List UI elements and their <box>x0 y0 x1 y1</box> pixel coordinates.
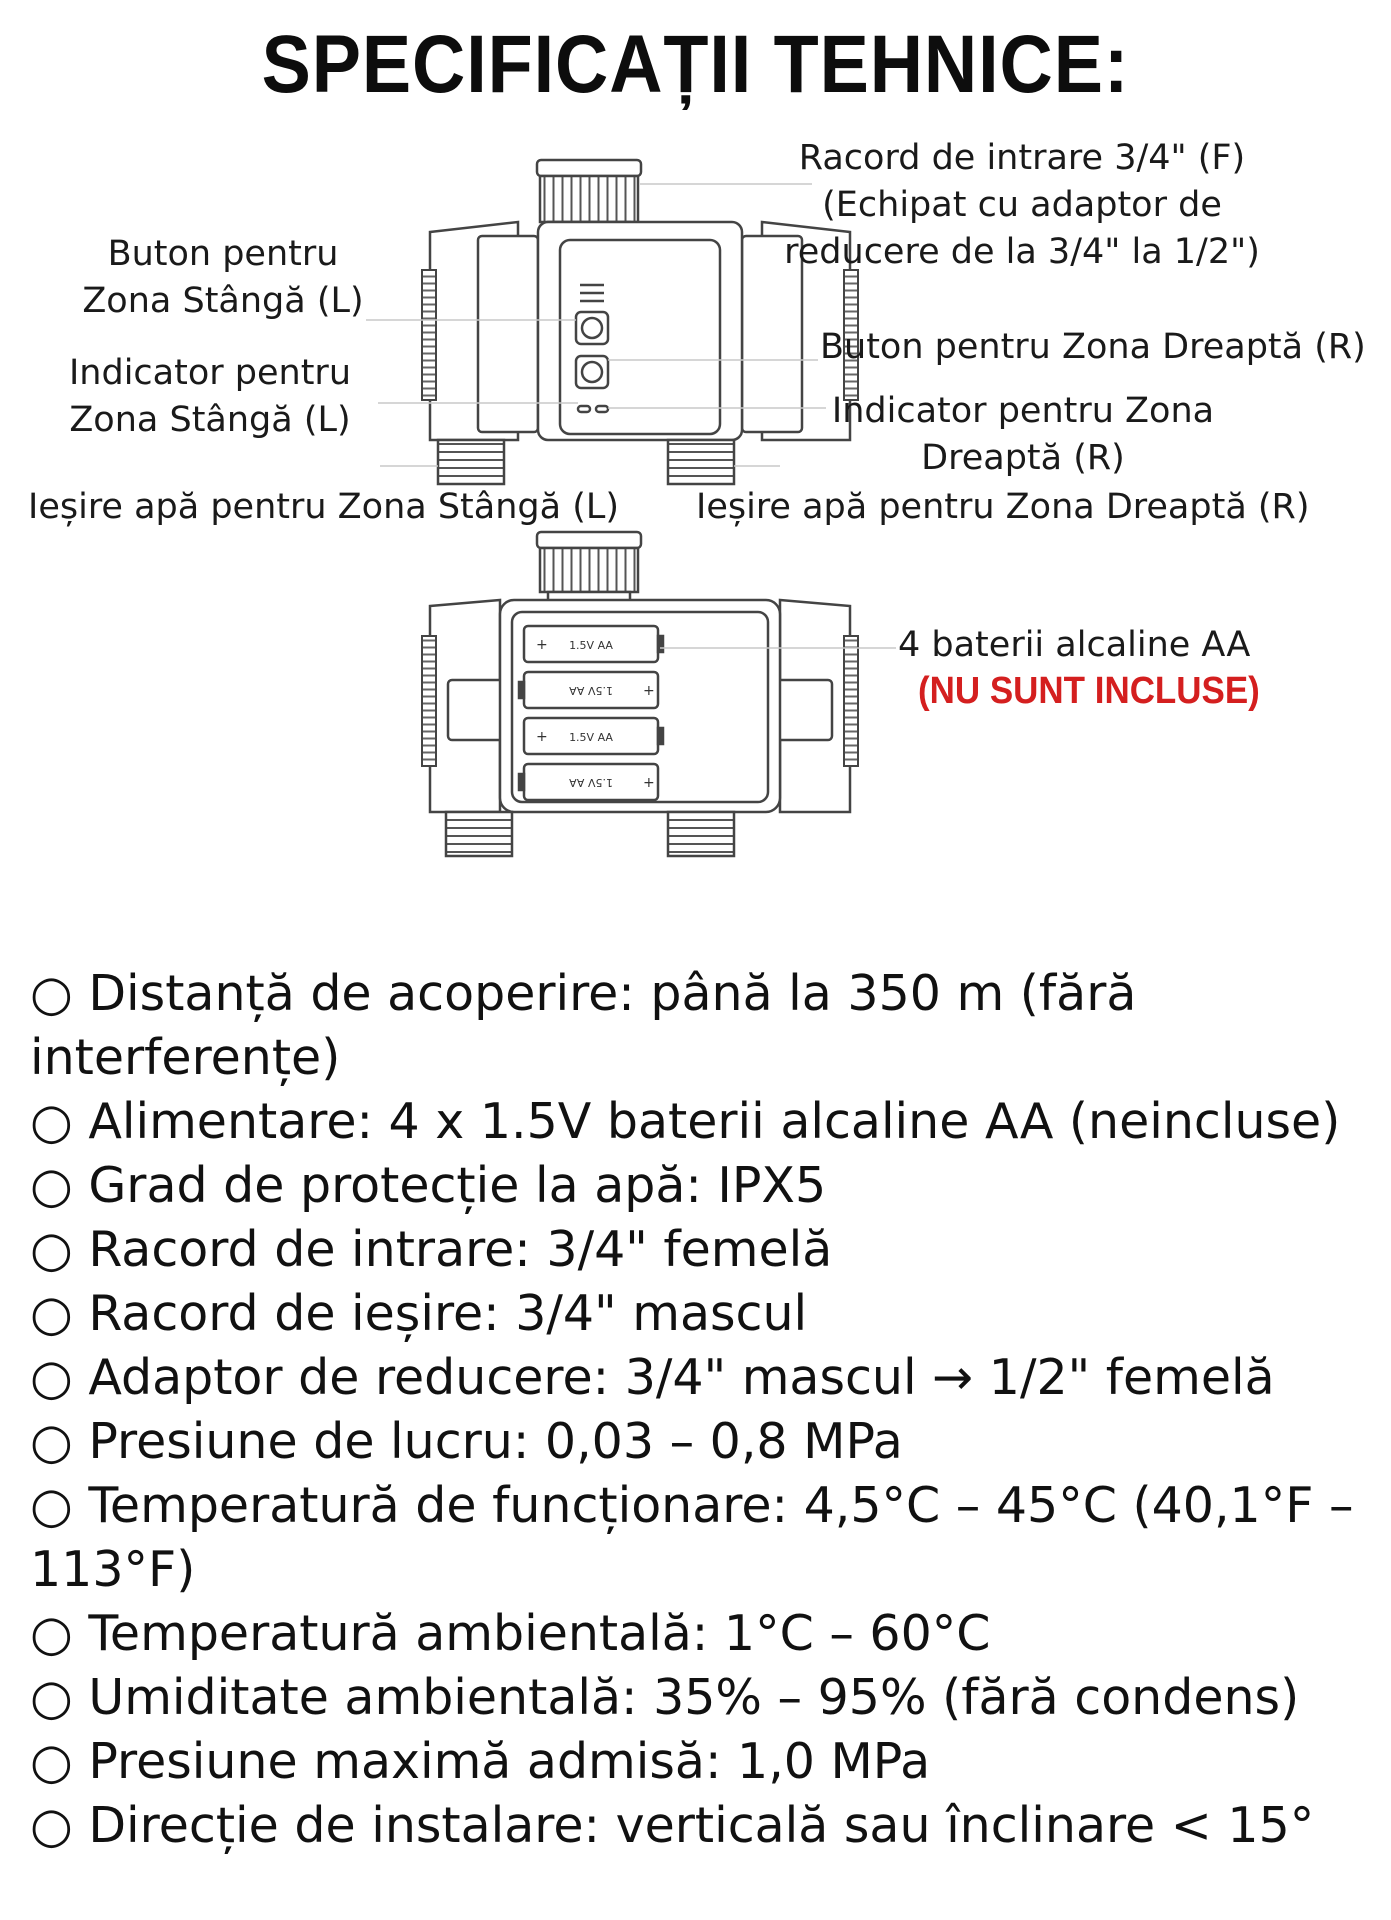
spec-item: ○ Direcție de instalare: verticală sau înclinare < 15° <box>30 1797 1315 1854</box>
spec-item: ○ Distanță de acoperire: până la 350 m (fără interferențe) <box>30 965 1137 1086</box>
spec-item: ○ Alimentare: 4 x 1.5V baterii alcaline AA (neincluse) <box>30 1093 1341 1150</box>
battery-warning-text: (NU SUNT INCLUSE) <box>918 670 1260 712</box>
page-title: SPECIFICAȚII TEHNICE: <box>261 19 1130 110</box>
right-button-label: Buton pentru Zona Dreaptă (R) <box>820 327 1366 367</box>
inlet-label: Racord de intrare 3/4" (F) (Echipat cu adaptor de reducere de la 3/4" la 1/2") <box>784 138 1260 272</box>
spec-item: ○ Presiune maximă admisă: 1,0 MPa <box>30 1733 931 1790</box>
spec-item: ○ Adaptor de reducere: 3/4" mascul → 1/2" femelă <box>30 1349 1275 1406</box>
spec-item: ○ Racord de ieșire: 3/4" mascul <box>30 1285 808 1342</box>
svg-text:+: + <box>643 683 655 699</box>
left-button-label: Buton pentru Zona Stângă (L) <box>82 234 364 321</box>
battery-label: 4 baterii alcaline AA <box>898 625 1251 665</box>
battery-cell-2: 1.5V AA <box>569 684 613 697</box>
spec-item: ○ Grad de protecție la apă: IPX5 <box>30 1157 827 1214</box>
spec-item: ○ Temperatură de funcționare: 4,5°C – 45°C (40,1°F – 113°F) <box>30 1477 1354 1598</box>
svg-text:+: + <box>643 775 655 791</box>
spec-item: ○ Umiditate ambientală: 35% – 95% (fără condens) <box>30 1669 1300 1726</box>
right-outlet-label: Ieșire apă pentru Zona Dreaptă (R) <box>696 487 1310 527</box>
left-outlet-label: Ieșire apă pentru Zona Stângă (L) <box>28 487 620 527</box>
svg-text:+: + <box>536 637 548 653</box>
spec-list <box>30 962 1370 1858</box>
spec-item: ○ Temperatură ambientală: 1°C – 60°C <box>30 1605 991 1662</box>
left-indicator-label: Indicator pentru Zona Stângă (L) <box>68 353 352 440</box>
svg-text:+: + <box>536 729 548 745</box>
battery-warning <box>918 668 1290 715</box>
right-indicator-label: Indicator pentru Zona Dreaptă (R) <box>831 391 1215 478</box>
battery-cell-3: 1.5V AA <box>569 731 613 744</box>
battery-cell-4: 1.5V AA <box>569 776 613 789</box>
rear-view-device <box>422 532 858 856</box>
spec-item: ○ Presiune de lucru: 0,03 – 0,8 MPa <box>30 1413 903 1470</box>
battery-cell-1: 1.5V AA <box>569 639 613 652</box>
spec-item: ○ Racord de intrare: 3/4" femelă <box>30 1221 833 1278</box>
